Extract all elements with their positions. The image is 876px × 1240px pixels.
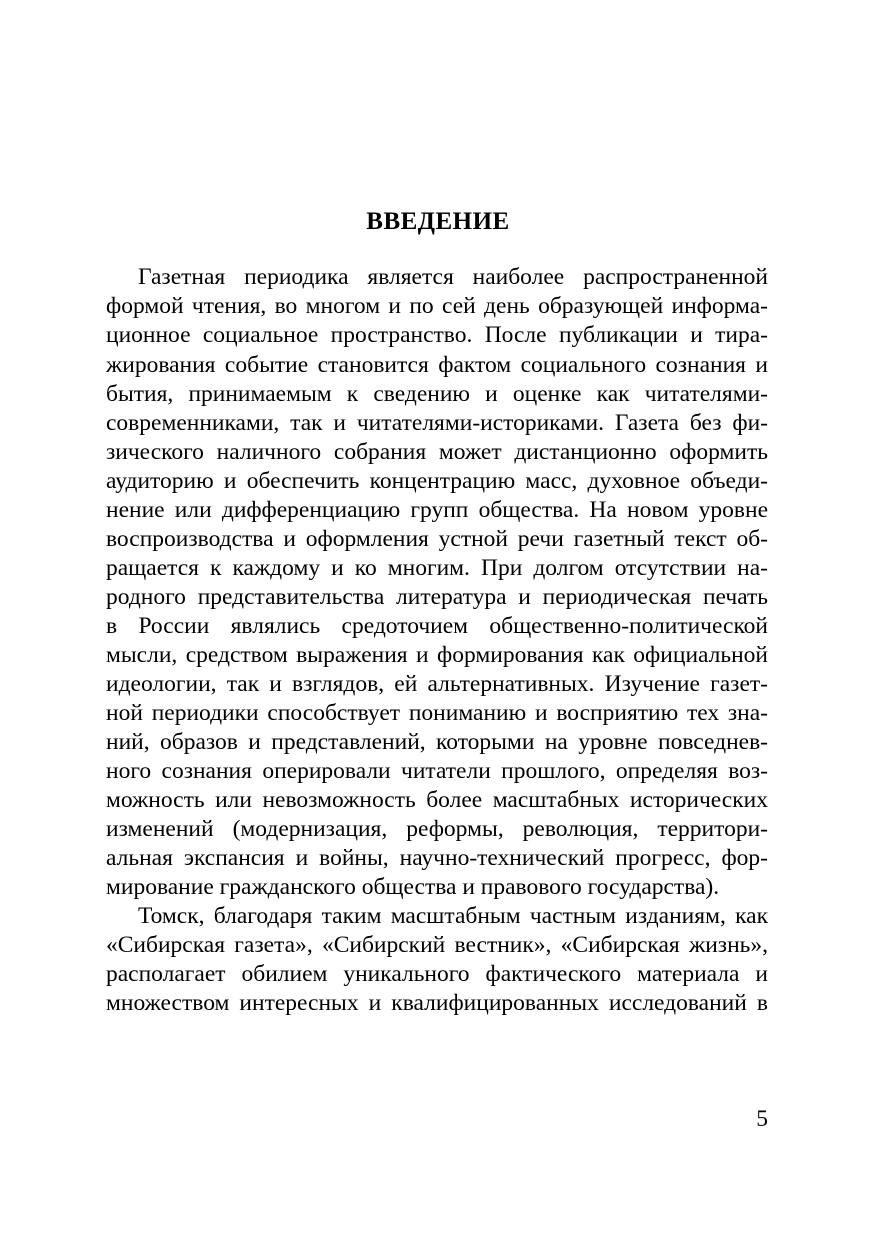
text-line: можность или невозможность более масштабных исторических bbox=[106, 787, 768, 813]
text-line: изменений (модернизация, реформы, революция, территори- bbox=[106, 816, 768, 842]
text-line: мысли, средством выражения и формирования как официальной bbox=[106, 642, 768, 668]
text-line: воспроизводства и оформления устной речи газетный текст об- bbox=[106, 526, 768, 552]
text-line: ращается к каждому и ко многим. При долгом отсутствии на- bbox=[106, 555, 768, 581]
text-line: нение или дифференциацию групп общества. На новом уровне bbox=[106, 497, 768, 523]
text-line: бытия, принимаемым к сведению и оценке как читателями- bbox=[106, 381, 768, 407]
text-line: ний, образов и представлений, которыми на уровне повседнев- bbox=[106, 729, 768, 755]
text-line: ционное социальное пространство. После публикации и тира- bbox=[106, 322, 768, 348]
text-line: зического наличного собрания может дистанционно оформить bbox=[106, 439, 768, 465]
text-line: ного сознания оперировали читатели прошлого, определяя воз- bbox=[106, 758, 768, 784]
page-number: 5 bbox=[756, 1106, 768, 1132]
text-line: Газетная периодика является наиболее распространенной bbox=[138, 264, 768, 290]
text-line: множеством интересных и квалифицированных исследований в bbox=[106, 990, 768, 1016]
text-line: Томск, благодаря таким масштабным частным изданиям, как bbox=[138, 903, 768, 929]
text-line: «Сибирская газета», «Сибирский вестник», «Сибирская жизнь», bbox=[106, 932, 768, 958]
text-line: родного представительства литература и периодическая печать bbox=[106, 584, 768, 610]
text-line: мирование гражданского общества и правового государства). bbox=[106, 874, 720, 900]
text-line: альная экспансия и войны, научно-технический прогресс, фор- bbox=[106, 845, 768, 871]
chapter-heading: ВВЕДЕНИЕ bbox=[366, 208, 510, 235]
text-line: идеологии, так и взглядов, ей альтернативных. Изучение газет- bbox=[106, 671, 768, 697]
text-line: располагает обилием уникального фактического материала и bbox=[106, 961, 768, 987]
text-line: формой чтения, во многом и по сей день образующей информа- bbox=[106, 293, 768, 319]
text-line: современниками, так и читателями-историками. Газета без фи- bbox=[106, 410, 768, 436]
text-line: в России являлись средоточием общественно-политической bbox=[106, 613, 768, 639]
text-line: аудиторию и обеспечить концентрацию масс, духовное объеди- bbox=[106, 468, 768, 494]
text-line: ной периодики способствует пониманию и восприятию тех зна- bbox=[106, 700, 768, 726]
text-line: жирования событие становится фактом социального сознания и bbox=[106, 352, 768, 378]
